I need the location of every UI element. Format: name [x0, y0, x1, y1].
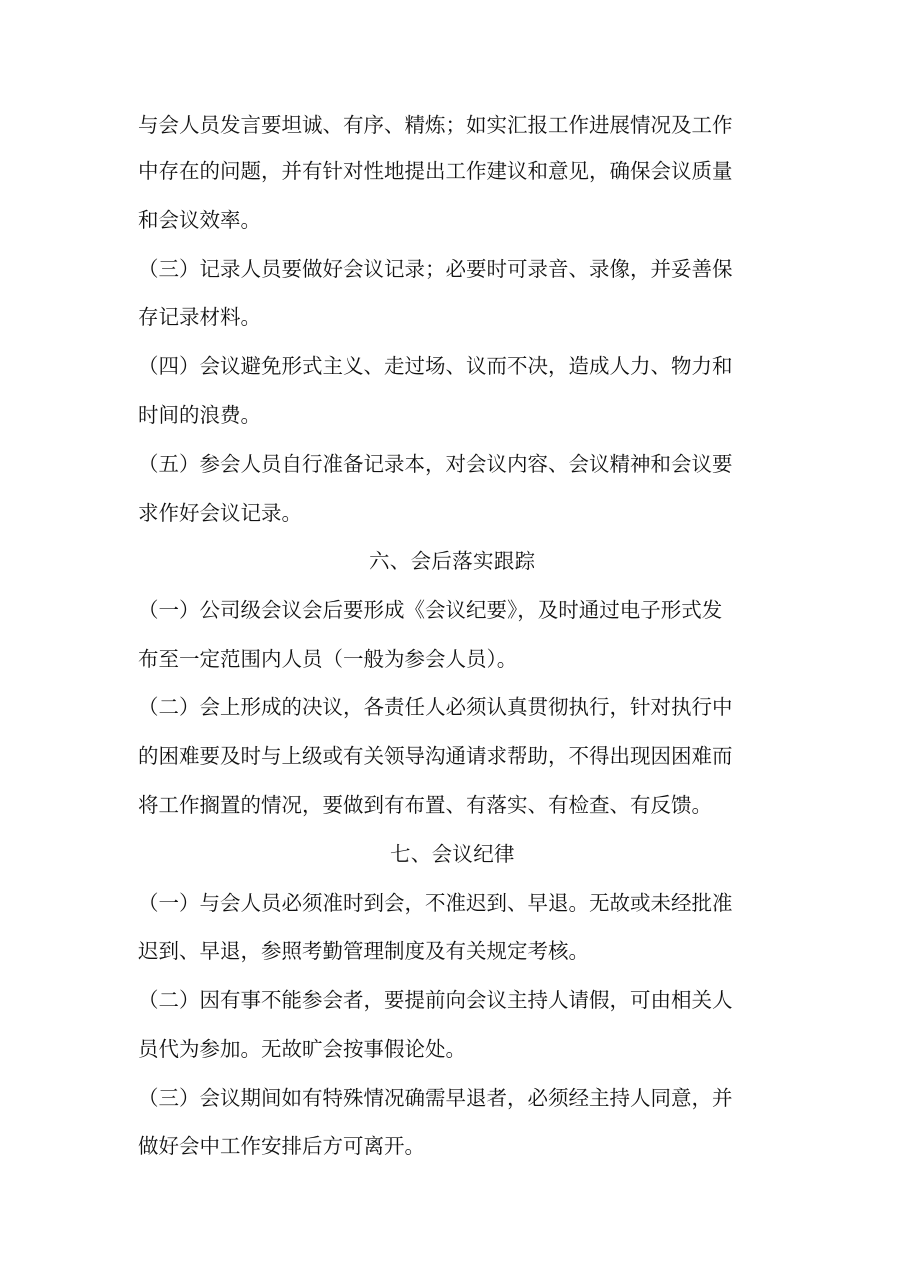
paragraph-line: （二）因有事不能参会者，要提前向会议主持人请假，可由相关人: [138, 988, 733, 1012]
paragraph-line: （一）公司级会议会后要形成《会议纪要》，及时通过电子形式发: [138, 598, 723, 622]
paragraph-line: （一）与会人员必须准时到会，不准迟到、早退。无故或未经批准: [138, 891, 733, 915]
paragraph-line: 将工作搁置的情况，要做到有布置、有落实、有检查、有反馈。: [138, 793, 712, 817]
paragraph-line: 与会人员发言要坦诚、有序、精炼；如实汇报工作进展情况及工作: [138, 113, 733, 137]
paragraph-line: 求作好会议记录。: [138, 501, 302, 525]
paragraph-line: 布至一定范围内人员（一般为参会人员）。: [138, 647, 518, 671]
section-heading: 七、会议纪律: [390, 842, 515, 866]
paragraph-line: 时间的浪费。: [138, 403, 261, 427]
paragraph-line: 存记录材料。: [138, 305, 261, 329]
paragraph-line: 和会议效率。: [138, 208, 261, 232]
section-heading: 六、会后落实跟踪: [369, 549, 536, 573]
paragraph-line: （二）会上形成的决议，各责任人必须认真贯彻执行，针对执行中: [138, 695, 733, 719]
paragraph-line: 中存在的问题，并有针对性地提出工作建议和意见，确保会议质量: [138, 159, 733, 183]
paragraph-line: （五）参会人员自行准备记录本，对会议内容、会议精神和会议要: [138, 452, 733, 476]
paragraph-line: 迟到、早退，参照考勤管理制度及有关规定考核。: [138, 939, 589, 963]
paragraph-line: （三）会议期间如有特殊情况确需早退者，必须经主持人同意，并: [138, 1086, 733, 1110]
paragraph-line: 员代为参加。无故旷会按事假论处。: [138, 1037, 466, 1061]
paragraph-line: （三）记录人员要做好会议记录；必要时可录音、录像，并妥善保: [138, 257, 733, 281]
paragraph-line: 做好会中工作安排后方可离开。: [138, 1134, 425, 1158]
paragraph-line: 的困难要及时与上级或有关领导沟通请求帮助，不得出现因困难而: [138, 744, 733, 768]
paragraph-line: （四）会议避免形式主义、走过场、议而不决，造成人力、物力和: [138, 354, 733, 378]
